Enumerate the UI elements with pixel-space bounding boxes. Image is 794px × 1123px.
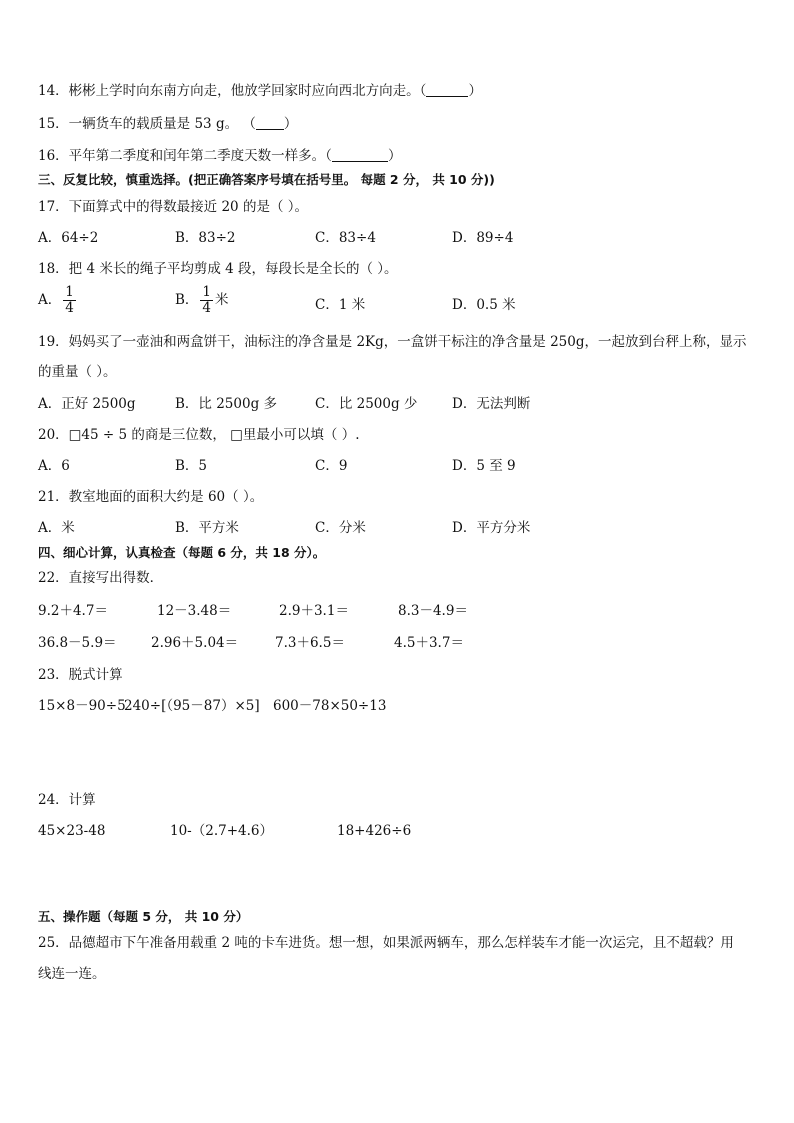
calc-item: 9.2＋4.7＝ <box>38 603 108 619</box>
question-15: 15．一辆货车的载质量是 53 g。 （ ） <box>38 116 298 132</box>
option-b[interactable]: B．83÷2 <box>175 230 236 246</box>
option-c[interactable]: C．比 2500g 少 <box>315 396 418 412</box>
option-a[interactable]: A．64÷2 <box>38 230 99 246</box>
question-23: 23．脱式计算 <box>38 667 123 683</box>
calc-item: 12－3.48＝ <box>157 603 232 619</box>
question-22: 22．直接写出得数． <box>38 570 164 586</box>
calc-item: 15×8－90÷5 <box>38 698 126 714</box>
option-b[interactable]: B．比 2500g 多 <box>175 396 278 412</box>
question-16: 16．平年第二季度和闰年第二季度天数一样多。（ ） <box>38 148 402 164</box>
answer-blank[interactable] <box>256 115 284 130</box>
calc-item: 45×23-48 <box>38 823 106 839</box>
question-25-line1: 25．品德超市下午准备用载重 2 吨的卡车进货。想一想，如果派两辆车，那么怎样装车才能一次运完，且不超载？用 <box>38 935 734 951</box>
section-heading: 三、反复比较，慎重选择。(把正确答案序号填在括号里。 每题 2 分， 共 10 分)) <box>38 172 495 187</box>
calc-item: 240÷[（95－87）×5] <box>124 698 260 714</box>
calc-item: 2.9＋3.1＝ <box>279 603 349 619</box>
fraction: $\frac{1}{4}$ <box>65 284 74 316</box>
question-20: 20．□45 ÷ 5 的商是三位数， □里最小可以填（ ）. <box>38 427 360 443</box>
option-c[interactable]: C．83÷4 <box>315 230 376 246</box>
option-a[interactable]: A．正好 2500g <box>38 396 136 412</box>
option-d[interactable]: D．89÷4 <box>452 230 514 246</box>
section-heading: 五、操作题（每题 5 分， 共 10 分） <box>38 909 249 924</box>
calc-item: 2.96＋5.04＝ <box>151 635 239 651</box>
question-text: 16．平年第二季度和闰年第二季度天数一样多。（ <box>38 148 332 164</box>
question-19-line2: 的重量（ ）。 <box>38 364 117 380</box>
calc-item: 4.5＋3.7＝ <box>394 635 464 651</box>
option-d[interactable]: D．无法判断 <box>452 396 531 412</box>
fraction: $\frac{1}{4}$ <box>202 284 212 316</box>
option-c[interactable]: C．分米 <box>315 520 366 536</box>
option-d[interactable]: D．5 至 9 <box>452 458 516 474</box>
answer-blank[interactable] <box>426 82 468 97</box>
option-d[interactable]: D．平方分米 <box>452 520 531 536</box>
option-b[interactable]: B． $\frac{1}{4}$ 米 <box>175 284 229 316</box>
option-d[interactable]: D．0.5 米 <box>452 297 516 313</box>
question-17: 17．下面算式中的得数最接近 20 的是（ ）。 <box>38 199 308 215</box>
option-a[interactable]: A． $\frac{1}{4}$ <box>38 284 74 316</box>
question-18: 18．把 4 米长的绳子平均剪成 4 段，每段长是全长的（ ）。 <box>38 261 398 277</box>
calc-item: 10-（2.7+4.6） <box>170 823 273 839</box>
calc-item: 8.3－4.9＝ <box>398 603 468 619</box>
option-c[interactable]: C．1 米 <box>315 297 366 313</box>
option-b[interactable]: B．5 <box>175 458 208 474</box>
option-c[interactable]: C．9 <box>315 458 348 474</box>
calc-item: 18+426÷6 <box>337 823 412 839</box>
section-heading: 四、细心计算，认真检查（每题 6 分，共 18 分）。 <box>38 545 326 560</box>
question-text: 14．彬彬上学时向东南方向走，他放学回家时应向西北方向走。（ <box>38 83 427 99</box>
option-a[interactable]: A．6 <box>38 458 70 474</box>
calc-item: 7.3＋6.5＝ <box>275 635 345 651</box>
question-14: 14．彬彬上学时向东南方向走，他放学回家时应向西北方向走。（ ） <box>38 83 482 99</box>
question-25-line2: 线连一连。 <box>38 966 106 982</box>
option-b[interactable]: B．平方米 <box>175 520 239 536</box>
calc-item: 600－78×50÷13 <box>273 698 387 714</box>
question-text: 15．一辆货车的载质量是 53 g。 （ <box>38 116 256 132</box>
answer-blank[interactable] <box>332 147 388 162</box>
calc-item: 36.8－5.9＝ <box>38 635 117 651</box>
question-24: 24．计算 <box>38 792 96 808</box>
question-19-line1: 19．妈妈买了一壶油和两盒饼干，油标注的净含量是 2Kg，一盒饼干标注的净含量是 250g，一起放到台秤上称，显示 <box>38 334 747 350</box>
option-a[interactable]: A．米 <box>38 520 75 536</box>
question-21: 21．教室地面的面积大约是 60（ ）。 <box>38 489 264 505</box>
